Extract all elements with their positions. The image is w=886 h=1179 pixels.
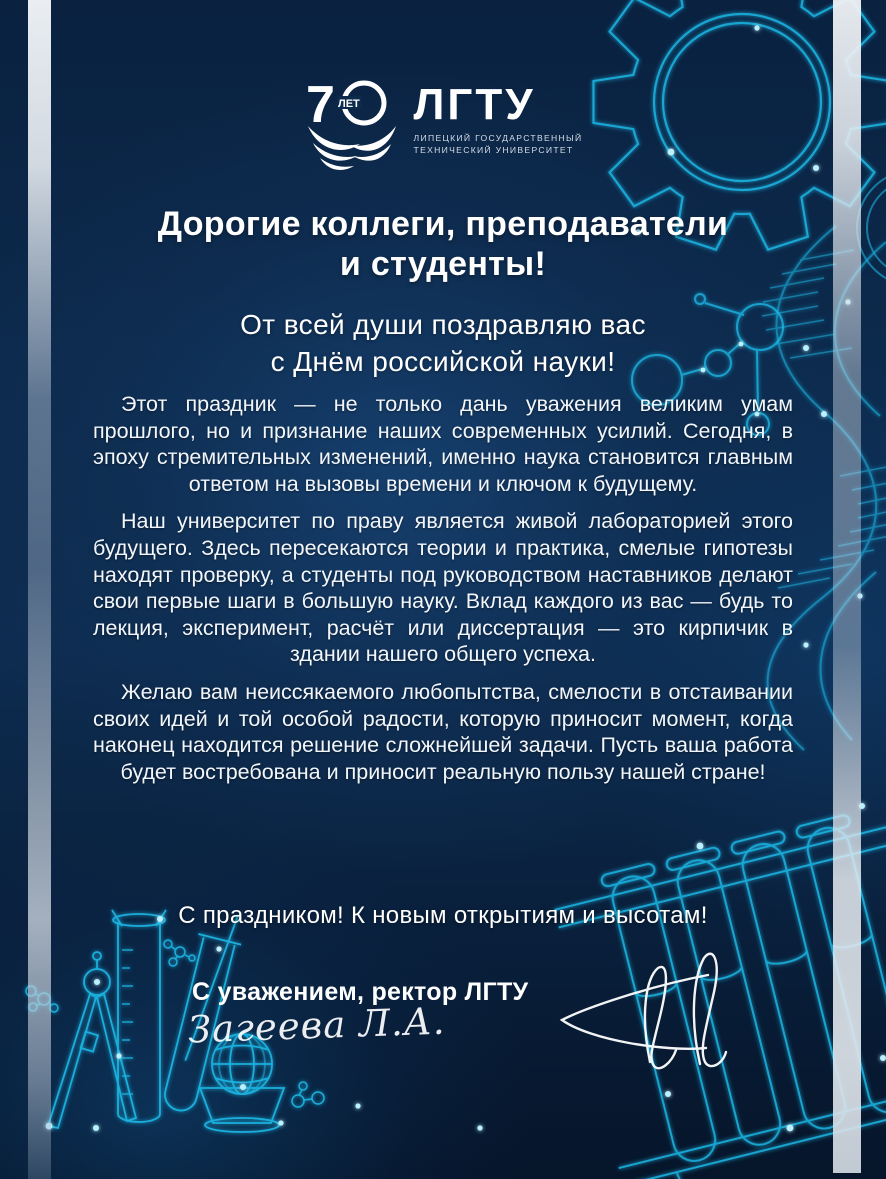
university-name-line2: ТЕХНИЧЕСКИЙ УНИВЕРСИТЕТ	[413, 145, 574, 155]
poster-subheading	[93, 307, 793, 381]
university-logo	[0, 70, 886, 170]
signature-title: С уважением, ректор ЛГТУ	[192, 978, 529, 1006]
signature-name: Загеева Л.А.	[187, 999, 447, 1052]
autograph-signature	[540, 950, 740, 1085]
university-name-line1: ЛИПЕЦКИЙ ГОСУДАРСТВЕННЫЙ	[413, 133, 583, 144]
subheading-line2: с Днём российской науки!	[270, 345, 616, 377]
paragraph-2: Наш университет по праву является живой лабораторией этого будущего. Здесь пересекаются теории и практика, смелые гипотезы находят проверку, а студенты под руководством наставников делают свои первые шаги в большую науку. Вклад каждого из вас — будь то лекция, эксперимент, расчёт или диссертация — это кирпичик в здании нашего общего успеха.	[93, 509, 793, 667]
anniversary-label-glyph: ЛЕТ	[337, 98, 360, 110]
paragraph-3: Желаю вам неиссякаемого любопытства, смелости в отстаивании своих идей и той особой радости, которую приносит момент, когда наконец находится решение сложнейшей задачи. Пусть ваша работа будет востребована и приносит реальную пользу нашей стране!	[93, 679, 793, 784]
anniversary-number-glyph: 7	[305, 76, 335, 134]
subheading-line1: От всей души поздравляю вас	[240, 309, 646, 340]
poster-heading	[63, 205, 823, 285]
paragraph-1: Этот праздник — не только дань уважения великим умам прошлого, но и признание наших современных усилий. Сегодня, в эпоху стремительных изменений, именно наука становится главным ответом на вызовы времени и ключом к будущему.	[93, 392, 793, 496]
heading-line1: Дорогие коллеги, преподаватели	[157, 205, 729, 243]
logo-text	[413, 80, 583, 156]
greeting-body	[93, 391, 793, 796]
university-name	[414, 133, 583, 156]
heading-line2: и студенты!	[339, 244, 547, 283]
university-abbr: ЛГТУ	[413, 80, 536, 130]
anniversary-70-emblem	[304, 70, 400, 170]
closing-line: С праздником! К новым открытиям и высотам!	[178, 902, 708, 929]
